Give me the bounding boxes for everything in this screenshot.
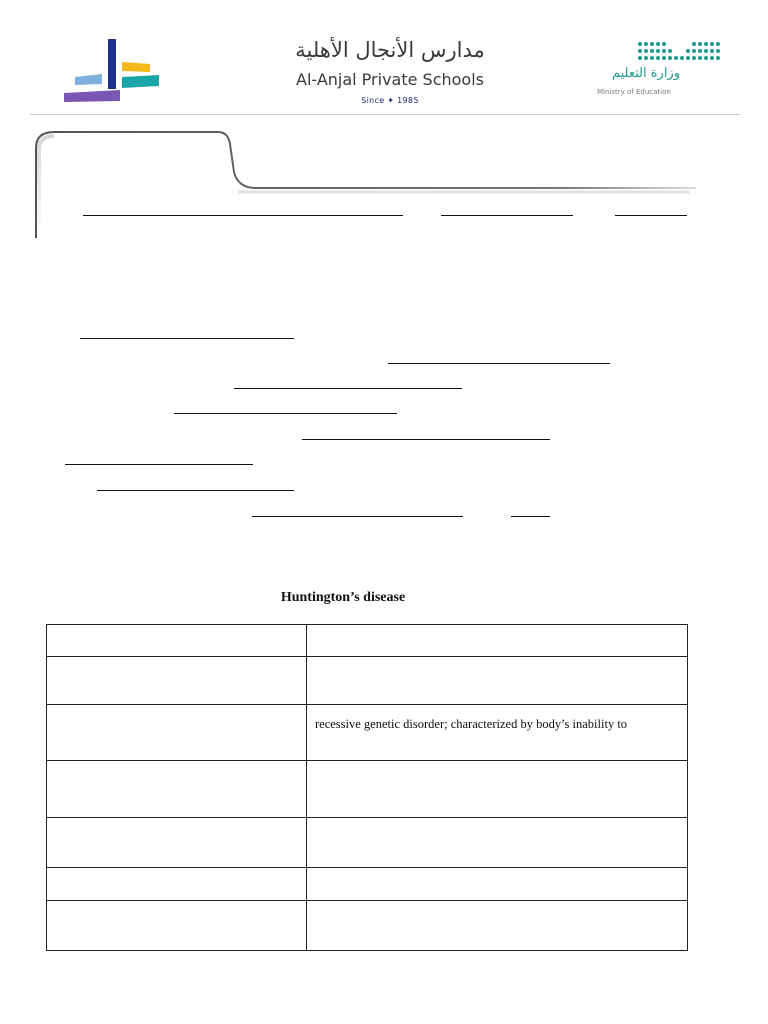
answer-blank-5[interactable] <box>302 439 550 440</box>
table-row <box>47 657 688 705</box>
table-row <box>47 761 688 818</box>
table-cell[interactable]: recessive genetic disorder; characterized by body’s inability to <box>307 705 688 761</box>
logo-bar-purple <box>64 90 120 102</box>
table-row <box>47 901 688 951</box>
school-name-english: Al-Anjal Private Schools <box>296 70 484 89</box>
answer-blank-6[interactable] <box>65 464 253 465</box>
table-cell[interactable] <box>307 761 688 818</box>
table-cell[interactable] <box>307 868 688 901</box>
answer-blank-4[interactable] <box>174 413 397 414</box>
answer-blank-7[interactable] <box>97 490 294 491</box>
table-cell[interactable] <box>307 818 688 868</box>
table-cell[interactable] <box>307 625 688 657</box>
answer-blank-8[interactable] <box>252 516 463 517</box>
table-cell[interactable] <box>307 901 688 951</box>
info-tab-frame <box>30 126 700 242</box>
table-row <box>47 818 688 868</box>
table-row <box>47 705 688 761</box>
answer-blank-2[interactable] <box>388 363 610 364</box>
date-blank[interactable] <box>615 215 687 216</box>
school-logo <box>62 38 162 104</box>
table-title: Huntington’s disease <box>280 590 406 605</box>
logo-bar-blue <box>75 74 102 85</box>
ministry-name-english: Ministry of Education <box>597 88 671 96</box>
table-cell[interactable] <box>47 625 307 657</box>
disease-table <box>46 624 688 951</box>
school-since-year: Since ✦ 1985 <box>361 96 419 105</box>
logo-bar-teal <box>122 75 159 88</box>
school-name-arabic: مدارس الأنجال الأهلية <box>295 38 485 62</box>
ministry-name-arabic: وزارة التعليم <box>611 66 680 81</box>
class-blank[interactable] <box>441 215 573 216</box>
header-divider <box>30 114 740 115</box>
answer-blank-1[interactable] <box>80 338 294 339</box>
table-cell[interactable] <box>307 657 688 705</box>
table-row <box>47 625 688 657</box>
ministry-logo-icon <box>636 40 722 62</box>
answer-blank-9[interactable] <box>511 516 550 517</box>
table-row <box>47 868 688 901</box>
logo-bar-gold <box>122 62 150 72</box>
name-blank[interactable] <box>83 215 403 216</box>
table-cell[interactable] <box>47 761 307 818</box>
logo-bar-navy <box>108 39 116 89</box>
answer-blank-3[interactable] <box>234 388 462 389</box>
table-cell[interactable] <box>47 657 307 705</box>
table-cell[interactable] <box>47 868 307 901</box>
table-cell[interactable] <box>47 901 307 951</box>
table-cell[interactable] <box>47 818 307 868</box>
table-cell[interactable] <box>47 705 307 761</box>
